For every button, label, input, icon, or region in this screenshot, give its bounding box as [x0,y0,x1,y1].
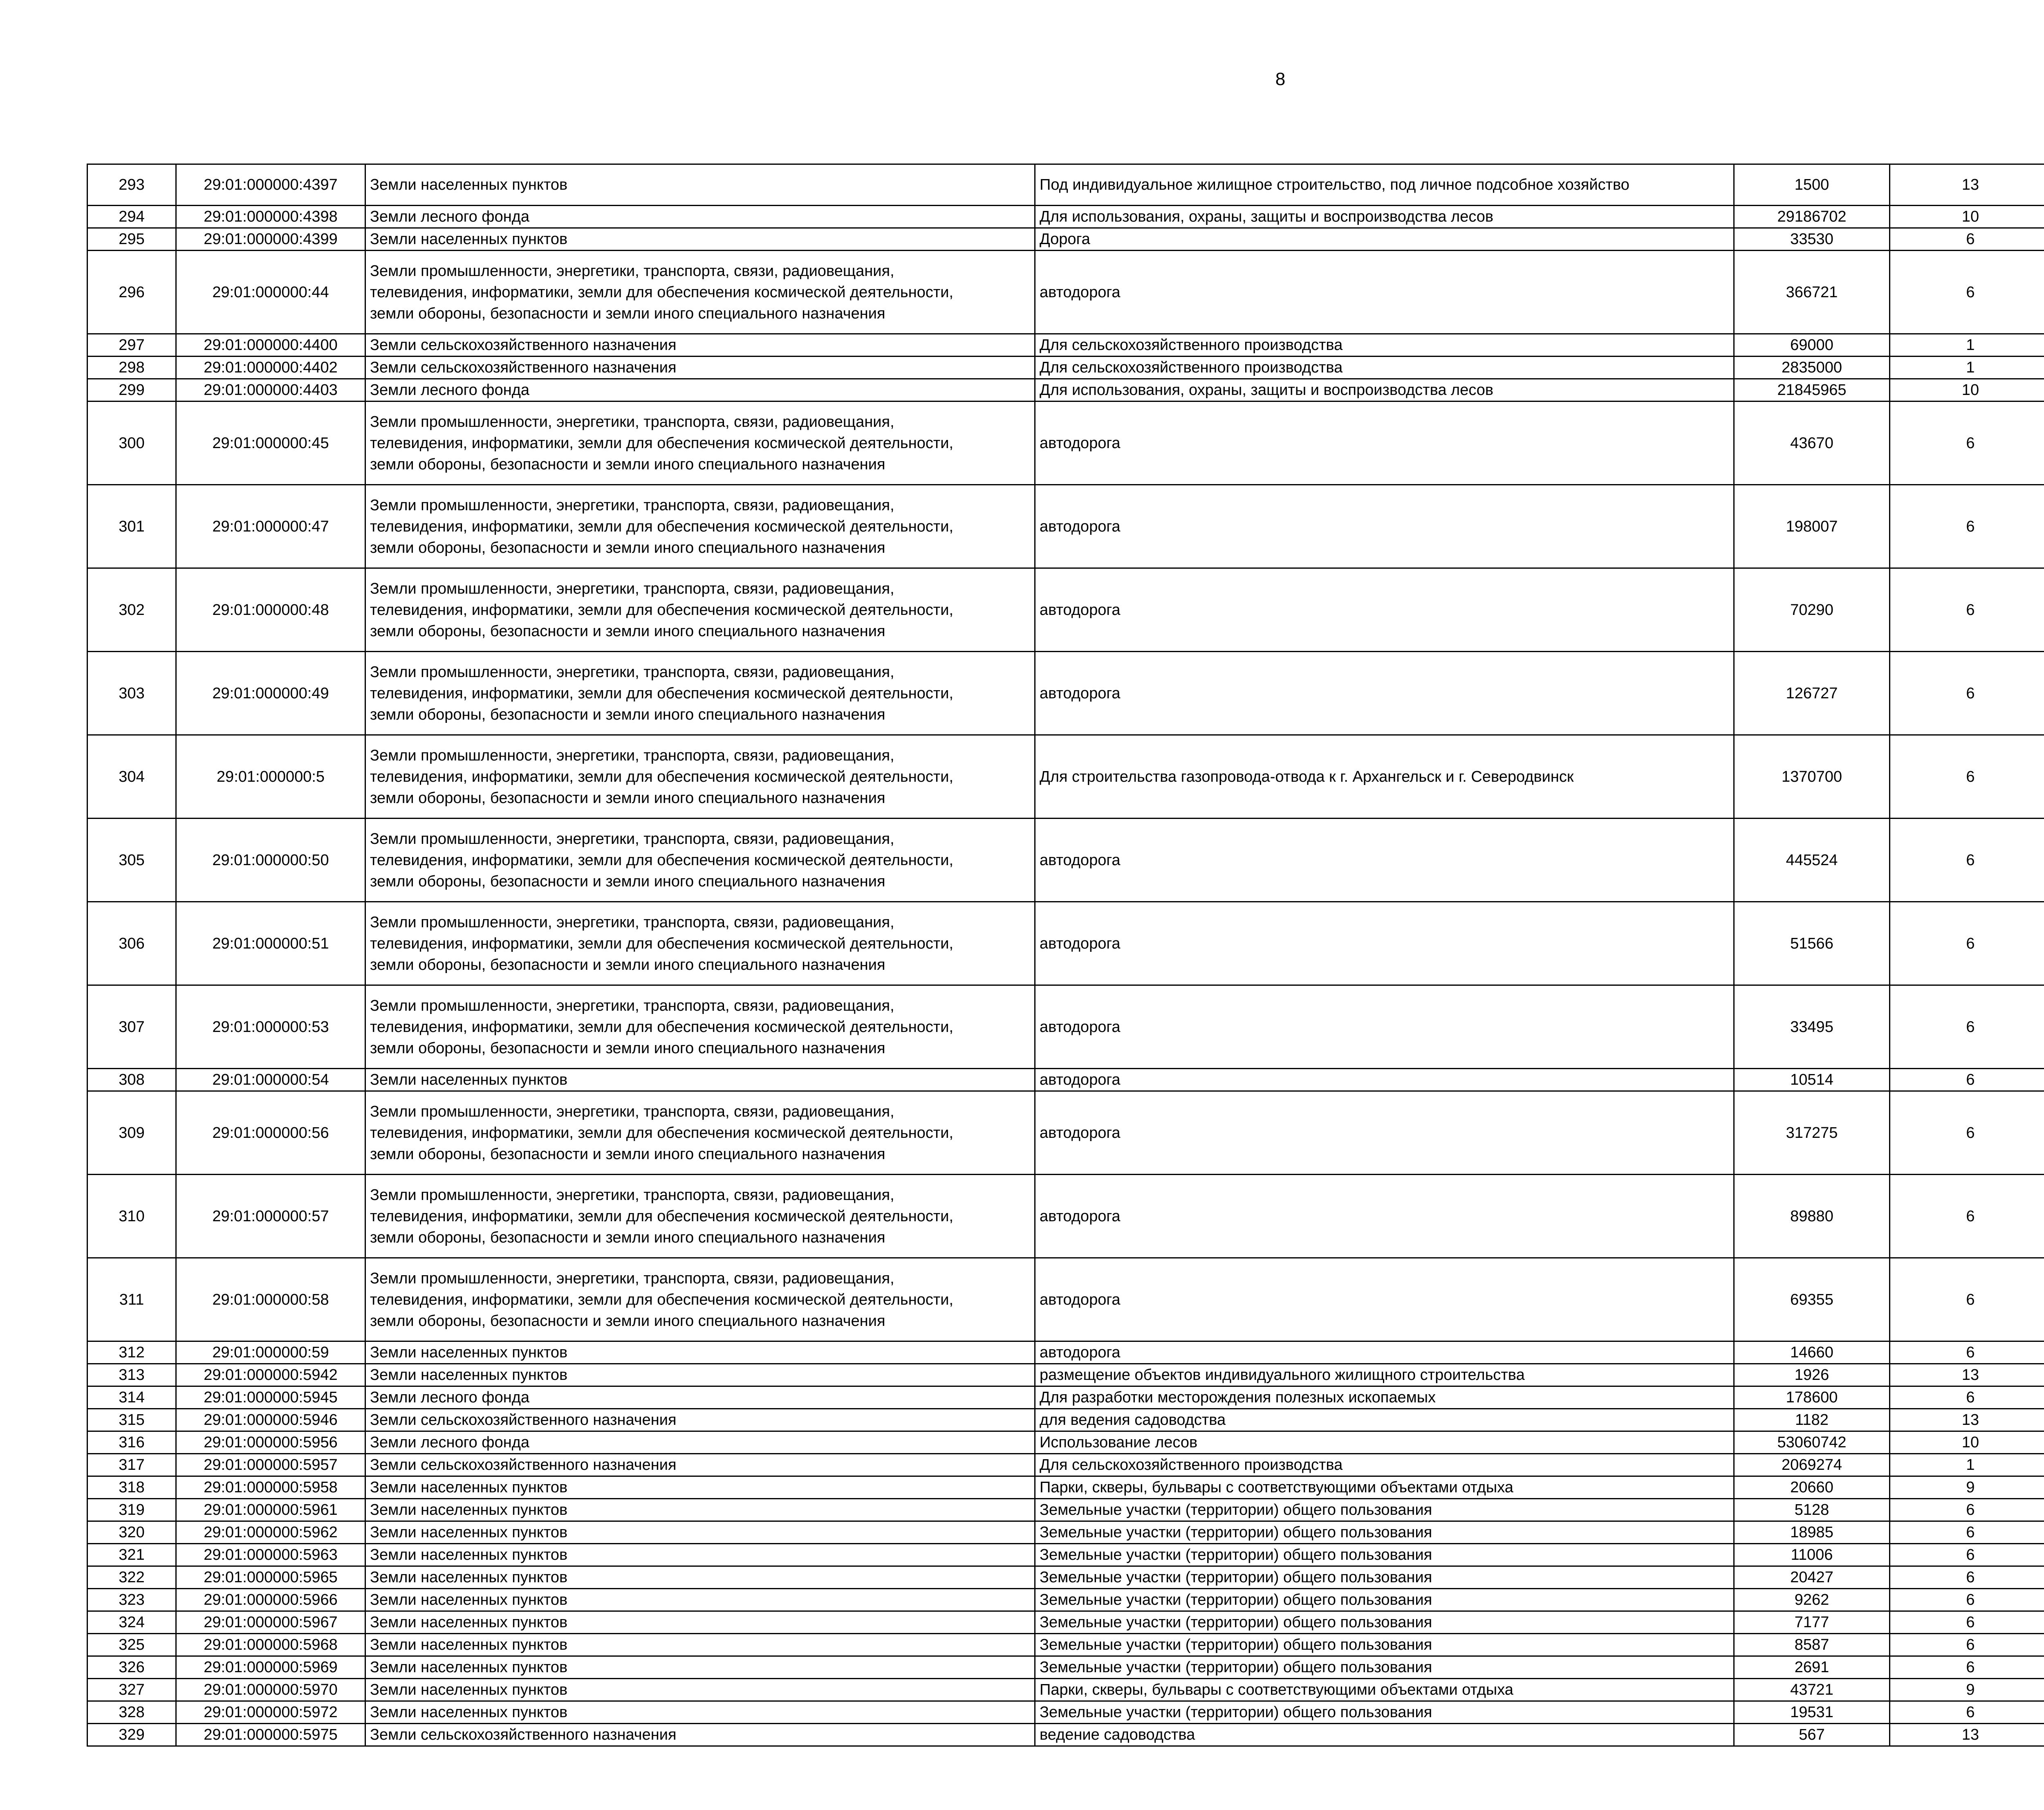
group-number-cell: 6 [1890,1341,2044,1364]
permitted-use-cell: Под индивидуальное жилищное строительство, под личное подсобное хозяйство [1035,164,1734,206]
permitted-use-cell: Использование лесов [1035,1431,1734,1454]
cadastral-number-cell: 29:01:000000:4398 [176,206,365,228]
group-number-cell: 6 [1890,401,2044,485]
land-category-cell: Земли населенных пунктов [365,1544,1035,1566]
cadastral-number-cell: 29:01:000000:49 [176,652,365,735]
cadastral-number-cell: 29:01:000000:5965 [176,1566,365,1589]
group-number-cell: 6 [1890,902,2044,985]
area-cell: 43721 [1734,1679,1890,1701]
permitted-use-cell: Парки, скверы, бульвары с соответствующими объектами отдыха [1035,1679,1734,1701]
permitted-use-cell: Земельные участки (территории) общего пользования [1035,1611,1734,1634]
cadastral-number-cell: 29:01:000000:5963 [176,1544,365,1566]
cadastral-number-cell: 29:01:000000:5961 [176,1499,365,1521]
area-cell: 9262 [1734,1589,1890,1611]
table-row [87,1589,2044,1611]
area-cell: 5128 [1734,1499,1890,1521]
row-number-cell: 302 [87,568,176,652]
row-number-cell: 318 [87,1476,176,1499]
land-category-cell: Земли населенных пунктов [365,1521,1035,1544]
area-cell: 1182 [1734,1409,1890,1431]
land-category-cell: Земли промышленности, энергетики, транспорта, связи, радиовещания, телевидения, информатики, земли для обеспечения космической деятельности, земли обороны, безопасности и земли иного специального назначения [365,985,1035,1069]
table-row [87,1521,2044,1544]
row-number-cell: 309 [87,1091,176,1175]
cadastral-number-cell: 29:01:000000:5942 [176,1364,365,1386]
area-cell: 29186702 [1734,206,1890,228]
area-cell: 317275 [1734,1091,1890,1175]
table-row [87,357,2044,379]
cadastral-number-cell: 29:01:000000:4400 [176,334,365,357]
land-category-cell: Земли промышленности, энергетики, транспорта, связи, радиовещания, телевидения, информатики, земли для обеспечения космической деятельности, земли обороны, безопасности и земли иного специального назначения [365,401,1035,485]
cadastral-number-cell: 29:01:000000:5 [176,735,365,819]
permitted-use-cell: автодорога [1035,652,1734,735]
group-number-cell: 9 [1890,1679,2044,1701]
land-category-cell: Земли населенных пунктов [365,1341,1035,1364]
permitted-use-cell: автодорога [1035,985,1734,1069]
land-category-cell: Земли сельскохозяйственного назначения [365,357,1035,379]
land-category-cell: Земли промышленности, энергетики, транспорта, связи, радиовещания, телевидения, информатики, земли для обеспечения космической деятельности, земли обороны, безопасности и земли иного специального назначения [365,251,1035,334]
area-cell: 1926 [1734,1364,1890,1386]
table-row [87,1701,2044,1724]
row-number-cell: 310 [87,1175,176,1258]
cadastral-number-cell: 29:01:000000:5946 [176,1409,365,1431]
land-category-cell: Земли населенных пунктов [365,228,1035,251]
table-row [87,568,2044,652]
group-number-cell: 6 [1890,652,2044,735]
row-number-cell: 294 [87,206,176,228]
area-cell: 18985 [1734,1521,1890,1544]
land-category-cell: Земли сельскохозяйственного назначения [365,1724,1035,1746]
group-number-cell: 6 [1890,251,2044,334]
land-category-cell: Земли населенных пунктов [365,1476,1035,1499]
area-cell: 7177 [1734,1611,1890,1634]
permitted-use-cell: Земельные участки (территории) общего пользования [1035,1589,1734,1611]
table-row [87,735,2044,819]
row-number-cell: 319 [87,1499,176,1521]
land-category-cell: Земли населенных пунктов [365,1679,1035,1701]
cadastral-number-cell: 29:01:000000:44 [176,251,365,334]
cadastral-number-cell: 29:01:000000:58 [176,1258,365,1341]
row-number-cell: 315 [87,1409,176,1431]
land-category-cell: Земли промышленности, энергетики, транспорта, связи, радиовещания, телевидения, информатики, земли для обеспечения космической деятельности, земли обороны, безопасности и земли иного специального назначения [365,1175,1035,1258]
row-number-cell: 314 [87,1386,176,1409]
table-row [87,334,2044,357]
area-cell: 8587 [1734,1634,1890,1656]
area-cell: 51566 [1734,902,1890,985]
group-number-cell: 6 [1890,1175,2044,1258]
permitted-use-cell: автодорога [1035,902,1734,985]
permitted-use-cell: Земельные участки (территории) общего пользования [1035,1701,1734,1724]
land-category-cell: Земли промышленности, энергетики, транспорта, связи, радиовещания, телевидения, информатики, земли для обеспечения космической деятельности, земли обороны, безопасности и земли иного специального назначения [365,902,1035,985]
area-cell: 69000 [1734,334,1890,357]
area-cell: 2835000 [1734,357,1890,379]
land-category-cell: Земли сельскохозяйственного назначения [365,1409,1035,1431]
permitted-use-cell: Земельные участки (территории) общего пользования [1035,1566,1734,1589]
group-number-cell: 6 [1890,1091,2044,1175]
table-row [87,1611,2044,1634]
group-number-cell: 13 [1890,164,2044,206]
land-category-cell: Земли промышленности, энергетики, транспорта, связи, радиовещания, телевидения, информатики, земли для обеспечения космической деятельности, земли обороны, безопасности и земли иного специального назначения [365,485,1035,568]
table-row [87,1679,2044,1701]
table-row [87,401,2044,485]
permitted-use-cell: Земельные участки (территории) общего пользования [1035,1656,1734,1679]
land-category-cell: Земли лесного фонда [365,379,1035,401]
group-number-cell: 6 [1890,1611,2044,1634]
land-category-cell: Земли лесного фонда [365,1386,1035,1409]
permitted-use-cell: ведение садоводства [1035,1724,1734,1746]
row-number-cell: 325 [87,1634,176,1656]
permitted-use-cell: автодорога [1035,568,1734,652]
cadastral-number-cell: 29:01:000000:54 [176,1069,365,1091]
permitted-use-cell: Для использования, охраны, защиты и воспроизводства лесов [1035,206,1734,228]
land-category-cell: Земли населенных пунктов [365,1566,1035,1589]
group-number-cell: 6 [1890,1521,2044,1544]
group-number-cell: 13 [1890,1724,2044,1746]
row-number-cell: 296 [87,251,176,334]
group-number-cell: 6 [1890,485,2044,568]
land-category-cell: Земли населенных пунктов [365,1611,1035,1634]
row-number-cell: 329 [87,1724,176,1746]
row-number-cell: 300 [87,401,176,485]
group-number-cell: 6 [1890,1544,2044,1566]
cadastral-number-cell: 29:01:000000:45 [176,401,365,485]
table-row [87,1476,2044,1499]
area-cell: 445524 [1734,819,1890,902]
group-number-cell: 9 [1890,1476,2044,1499]
table-row [87,1499,2044,1521]
table-row [87,1431,2044,1454]
permitted-use-cell: размещение объектов индивидуального жилищного строительства [1035,1364,1734,1386]
area-cell: 69355 [1734,1258,1890,1341]
group-number-cell: 6 [1890,1656,2044,1679]
cadastral-number-cell: 29:01:000000:48 [176,568,365,652]
group-number-cell: 6 [1890,735,2044,819]
permitted-use-cell: автодорога [1035,1341,1734,1364]
area-cell: 1370700 [1734,735,1890,819]
row-number-cell: 305 [87,819,176,902]
permitted-use-cell: автодорога [1035,251,1734,334]
row-number-cell: 306 [87,902,176,985]
land-category-cell: Земли населенных пунктов [365,164,1035,206]
row-number-cell: 295 [87,228,176,251]
row-number-cell: 304 [87,735,176,819]
area-cell: 33530 [1734,228,1890,251]
table-row [87,251,2044,334]
land-registry-table [87,164,2044,1747]
land-category-cell: Земли промышленности, энергетики, транспорта, связи, радиовещания, телевидения, информатики, земли для обеспечения космической деятельности, земли обороны, безопасности и земли иного специального назначения [365,1258,1035,1341]
group-number-cell: 6 [1890,1386,2044,1409]
group-number-cell: 13 [1890,1364,2044,1386]
row-number-cell: 301 [87,485,176,568]
row-number-cell: 324 [87,1611,176,1634]
table-row [87,228,2044,251]
group-number-cell: 6 [1890,1566,2044,1589]
row-number-cell: 317 [87,1454,176,1476]
area-cell: 14660 [1734,1341,1890,1364]
group-number-cell: 10 [1890,379,2044,401]
group-number-cell: 6 [1890,1499,2044,1521]
cadastral-number-cell: 29:01:000000:5968 [176,1634,365,1656]
land-category-cell: Земли промышленности, энергетики, транспорта, связи, радиовещания, телевидения, информатики, земли для обеспечения космической деятельности, земли обороны, безопасности и земли иного специального назначения [365,735,1035,819]
area-cell: 21845965 [1734,379,1890,401]
cadastral-number-cell: 29:01:000000:59 [176,1341,365,1364]
table-row [87,379,2044,401]
cadastral-number-cell: 29:01:000000:5975 [176,1724,365,1746]
table-row [87,1656,2044,1679]
row-number-cell: 326 [87,1656,176,1679]
cadastral-number-cell: 29:01:000000:5970 [176,1679,365,1701]
cadastral-number-cell: 29:01:000000:56 [176,1091,365,1175]
area-cell: 11006 [1734,1544,1890,1566]
cadastral-number-cell: 29:01:000000:53 [176,985,365,1069]
group-number-cell: 1 [1890,1454,2044,1476]
permitted-use-cell: Для сельскохозяйственного производства [1035,1454,1734,1476]
cadastral-number-cell: 29:01:000000:5958 [176,1476,365,1499]
table-row [87,1258,2044,1341]
table-row [87,1544,2044,1566]
row-number-cell: 328 [87,1701,176,1724]
row-number-cell: 307 [87,985,176,1069]
cadastral-number-cell: 29:01:000000:4399 [176,228,365,251]
area-cell: 1500 [1734,164,1890,206]
row-number-cell: 311 [87,1258,176,1341]
land-category-cell: Земли населенных пунктов [365,1499,1035,1521]
permitted-use-cell: Парки, скверы, бульвары с соответствующими объектами отдыха [1035,1476,1734,1499]
group-number-cell: 6 [1890,568,2044,652]
cadastral-number-cell: 29:01:000000:4397 [176,164,365,206]
row-number-cell: 321 [87,1544,176,1566]
table-row [87,1454,2044,1476]
table-row [87,485,2044,568]
row-number-cell: 322 [87,1566,176,1589]
cadastral-number-cell: 29:01:000000:5957 [176,1454,365,1476]
row-number-cell: 303 [87,652,176,735]
cadastral-number-cell: 29:01:000000:50 [176,819,365,902]
group-number-cell: 6 [1890,228,2044,251]
table-row [87,1091,2044,1175]
land-category-cell: Земли промышленности, энергетики, транспорта, связи, радиовещания, телевидения, информатики, земли для обеспечения космической деятельности, земли обороны, безопасности и земли иного специального назначения [365,1091,1035,1175]
area-cell: 2069274 [1734,1454,1890,1476]
table-row [87,1724,2044,1746]
permitted-use-cell: автодорога [1035,819,1734,902]
registry-body [87,164,2044,1746]
cadastral-number-cell: 29:01:000000:5966 [176,1589,365,1611]
row-number-cell: 323 [87,1589,176,1611]
area-cell: 70290 [1734,568,1890,652]
land-category-cell: Земли населенных пунктов [365,1364,1035,1386]
area-cell: 53060742 [1734,1431,1890,1454]
area-cell: 19531 [1734,1701,1890,1724]
land-category-cell: Земли лесного фонда [365,206,1035,228]
table-row [87,902,2044,985]
row-number-cell: 293 [87,164,176,206]
group-number-cell: 6 [1890,1589,2044,1611]
table-row [87,1409,2044,1431]
group-number-cell: 6 [1890,1069,2044,1091]
row-number-cell: 320 [87,1521,176,1544]
table-row [87,206,2044,228]
land-category-cell: Земли промышленности, энергетики, транспорта, связи, радиовещания, телевидения, информатики, земли для обеспечения космической деятельности, земли обороны, безопасности и земли иного специального назначения [365,652,1035,735]
cadastral-number-cell: 29:01:000000:5962 [176,1521,365,1544]
permitted-use-cell: автодорога [1035,1258,1734,1341]
cadastral-number-cell: 29:01:000000:47 [176,485,365,568]
table-row [87,819,2044,902]
land-category-cell: Земли промышленности, энергетики, транспорта, связи, радиовещания, телевидения, информатики, земли для обеспечения космической деятельности, земли обороны, безопасности и земли иного специального назначения [365,819,1035,902]
permitted-use-cell: Земельные участки (территории) общего пользования [1035,1499,1734,1521]
group-number-cell: 6 [1890,985,2044,1069]
area-cell: 89880 [1734,1175,1890,1258]
permitted-use-cell: для ведения садоводства [1035,1409,1734,1431]
land-category-cell: Земли населенных пунктов [365,1701,1035,1724]
table-row [87,1069,2044,1091]
row-number-cell: 313 [87,1364,176,1386]
permitted-use-cell: Земельные участки (территории) общего пользования [1035,1521,1734,1544]
table-row [87,985,2044,1069]
area-cell: 2691 [1734,1656,1890,1679]
area-cell: 126727 [1734,652,1890,735]
area-cell: 20660 [1734,1476,1890,1499]
table-row [87,652,2044,735]
row-number-cell: 298 [87,357,176,379]
table-row [87,1386,2044,1409]
cadastral-number-cell: 29:01:000000:57 [176,1175,365,1258]
cadastral-number-cell: 29:01:000000:5956 [176,1431,365,1454]
row-number-cell: 327 [87,1679,176,1701]
row-number-cell: 297 [87,334,176,357]
permitted-use-cell: Для разработки месторождения полезных ископаемых [1035,1386,1734,1409]
cadastral-number-cell: 29:01:000000:5945 [176,1386,365,1409]
group-number-cell: 10 [1890,1431,2044,1454]
table-row [87,1364,2044,1386]
area-cell: 366721 [1734,251,1890,334]
area-cell: 178600 [1734,1386,1890,1409]
area-cell: 43670 [1734,401,1890,485]
land-category-cell: Земли населенных пунктов [365,1589,1035,1611]
permitted-use-cell: Для сельскохозяйственного производства [1035,357,1734,379]
row-number-cell: 308 [87,1069,176,1091]
land-category-cell: Земли лесного фонда [365,1431,1035,1454]
table-row [87,1566,2044,1589]
cadastral-number-cell: 29:01:000000:4402 [176,357,365,379]
cadastral-number-cell: 29:01:000000:4403 [176,379,365,401]
row-number-cell: 316 [87,1431,176,1454]
cadastral-number-cell: 29:01:000000:5972 [176,1701,365,1724]
row-number-cell: 312 [87,1341,176,1364]
table-row [87,1341,2044,1364]
area-cell: 33495 [1734,985,1890,1069]
area-cell: 20427 [1734,1566,1890,1589]
land-category-cell: Земли населенных пунктов [365,1069,1035,1091]
cadastral-number-cell: 29:01:000000:5967 [176,1611,365,1634]
table-row [87,164,2044,206]
land-category-cell: Земли населенных пунктов [365,1656,1035,1679]
group-number-cell: 1 [1890,334,2044,357]
table-row [87,1634,2044,1656]
area-cell: 198007 [1734,485,1890,568]
page-number: 8 [1275,69,1286,89]
permitted-use-cell: Для строительства газопровода-отвода к г. Архангельск и г. Северодвинск [1035,735,1734,819]
permitted-use-cell: Земельные участки (территории) общего пользования [1035,1544,1734,1566]
land-category-cell: Земли сельскохозяйственного назначения [365,1454,1035,1476]
permitted-use-cell: Для использования, охраны, защиты и воспроизводства лесов [1035,379,1734,401]
group-number-cell: 6 [1890,1701,2044,1724]
land-category-cell: Земли промышленности, энергетики, транспорта, связи, радиовещания, телевидения, информатики, земли для обеспечения космической деятельности, земли обороны, безопасности и земли иного специального назначения [365,568,1035,652]
permitted-use-cell: автодорога [1035,1069,1734,1091]
area-cell: 567 [1734,1724,1890,1746]
permitted-use-cell: автодорога [1035,1175,1734,1258]
group-number-cell: 6 [1890,1258,2044,1341]
permitted-use-cell: автодорога [1035,485,1734,568]
cadastral-number-cell: 29:01:000000:5969 [176,1656,365,1679]
permitted-use-cell: автодорога [1035,1091,1734,1175]
group-number-cell: 6 [1890,819,2044,902]
cadastral-number-cell: 29:01:000000:51 [176,902,365,985]
land-category-cell: Земли населенных пунктов [365,1634,1035,1656]
land-category-cell: Земли сельскохозяйственного назначения [365,334,1035,357]
group-number-cell: 6 [1890,1634,2044,1656]
group-number-cell: 13 [1890,1409,2044,1431]
permitted-use-cell: Для сельскохозяйственного производства [1035,334,1734,357]
area-cell: 10514 [1734,1069,1890,1091]
row-number-cell: 299 [87,379,176,401]
permitted-use-cell: автодорога [1035,401,1734,485]
group-number-cell: 10 [1890,206,2044,228]
table-row [87,1175,2044,1258]
permitted-use-cell: Земельные участки (территории) общего пользования [1035,1634,1734,1656]
permitted-use-cell: Дорога [1035,228,1734,251]
group-number-cell: 1 [1890,357,2044,379]
